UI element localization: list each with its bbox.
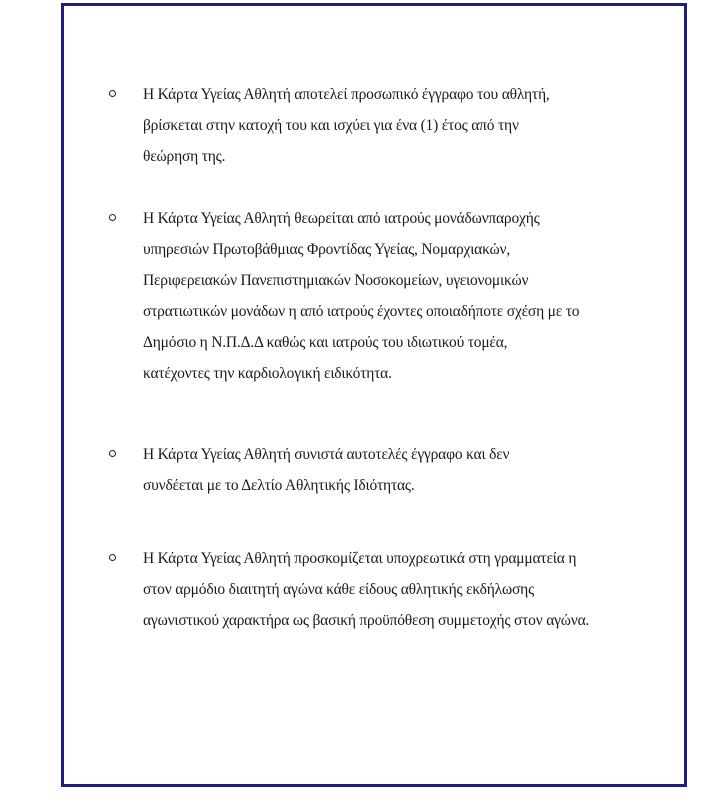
text-line: αγωνιστικού χαρακτήρα ως βασική προϋπόθεση συμμετοχής στον αγώνα. <box>143 612 590 629</box>
text-line: συνδέεται με το Δελτίο Αθλητικής Ιδιότητας. <box>143 477 415 494</box>
document-page <box>61 3 687 787</box>
text-line: υπηρεσιών Πρωτοβάθμιας Φροντίδας Υγείας, Νομαρχιακών, <box>143 241 511 258</box>
circle-bullet-icon <box>109 554 116 561</box>
circle-bullet-icon <box>109 214 116 221</box>
text-line: Η Κάρτα Υγείας Αθλητή προσκομίζεται υποχρεωτικά στη γραμματεία η <box>143 550 577 567</box>
text-line: Δημόσιο η Ν.Π.Δ.Δ καθώς και ιατρούς του ιδιωτικού τομέα, <box>143 334 508 351</box>
text-line: Η Κάρτα Υγείας Αθλητή συνιστά αυτοτελές έγγραφο και δεν <box>143 446 510 463</box>
paragraph-text <box>143 543 673 636</box>
paragraph-text <box>143 79 673 172</box>
circle-bullet-icon <box>109 450 116 457</box>
text-line: κατέχοντες την καρδιολογική ειδικότητα. <box>143 365 392 382</box>
paragraph-text <box>143 203 673 389</box>
circle-bullet-icon <box>109 90 116 97</box>
paragraph-text <box>143 439 673 501</box>
text-line: Περιφερειακών Πανεπιστημιακών Νοσοκομείων, υγειονομικών <box>143 272 529 289</box>
text-line: Η Κάρτα Υγείας Αθλητή αποτελεί προσωπικό έγγραφο του αθλητή, <box>143 86 550 103</box>
text-line: θεώρηση της. <box>143 148 226 165</box>
text-line: βρίσκεται στην κατοχή του και ισχύει για ένα (1) έτος από την <box>143 117 519 134</box>
text-line: στον αρμόδιο διαιτητή αγώνα κάθε είδους αθλητικής εκδήλωσης <box>143 581 535 598</box>
text-line: Η Κάρτα Υγείας Αθλητή θεωρείται από ιατρούς μονάδωνπαροχής <box>143 210 540 227</box>
text-line: στρατιωτικών μονάδων η από ιατρούς έχοντες οποιαδήποτε σχέση με το <box>143 303 580 320</box>
